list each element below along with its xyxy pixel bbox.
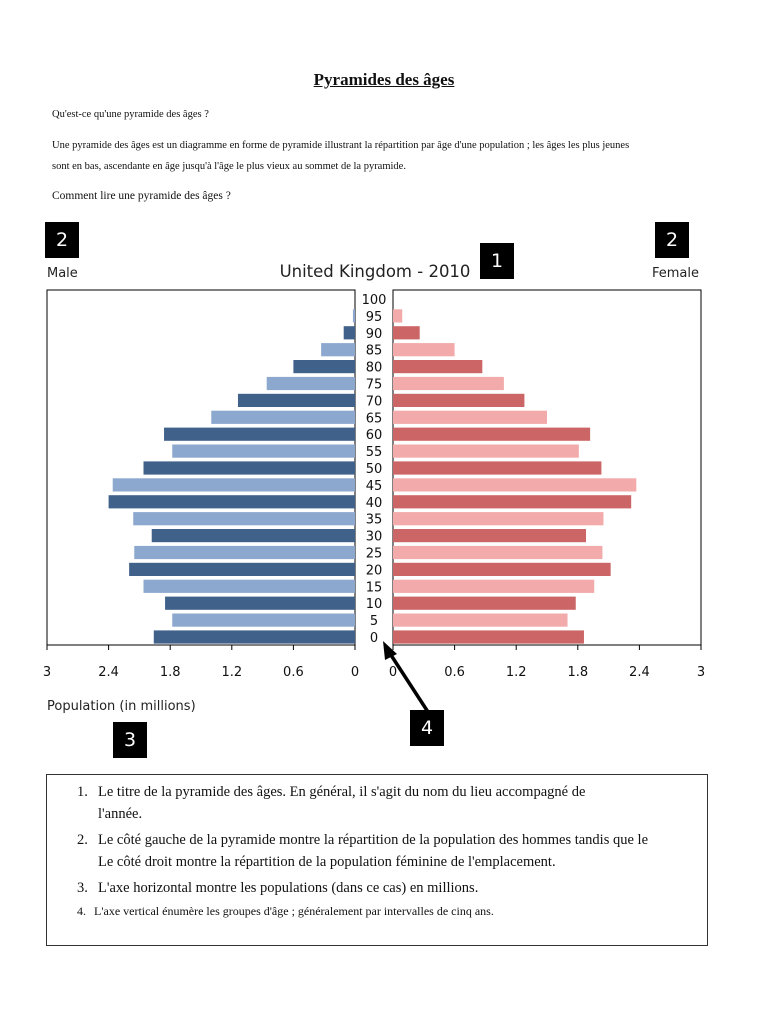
male-bar-55: [172, 445, 355, 458]
male-x-tick-label: 1.8: [159, 665, 181, 680]
male-bar-60: [164, 428, 355, 441]
age-label-45: 45: [365, 478, 383, 494]
notes-box: [46, 774, 708, 946]
male-side-label: Male: [47, 266, 78, 281]
note-item-1: [77, 781, 737, 825]
age-label-5: 5: [369, 614, 379, 630]
age-label-25: 25: [365, 546, 383, 562]
female-x-tick-label: 1.2: [505, 665, 527, 680]
female-x-tick-label: 0.6: [444, 665, 465, 680]
age-label-80: 80: [365, 360, 383, 376]
note-item-3: [77, 877, 737, 899]
male-bar-95: [353, 309, 355, 322]
male-x-tick-label: 0.6: [283, 665, 304, 680]
note-number: 3.: [77, 880, 88, 896]
female-bar-10: [393, 597, 576, 610]
female-bar-20: [393, 563, 611, 576]
male-bar-0: [154, 630, 355, 643]
male-x-tick-label: 0: [350, 665, 360, 680]
chart-title: United Kingdom - 2010: [279, 262, 471, 281]
female-bar-60: [393, 428, 590, 441]
note-line: Le côté droit montre la répartition de la population féminine de l'emplacement.: [98, 854, 556, 870]
female-x-tick-label: 1.8: [567, 665, 589, 680]
female-bar-70: [393, 394, 524, 407]
age-label-85: 85: [365, 343, 383, 359]
female-bar-90: [393, 326, 420, 339]
note-line: l'année.: [98, 806, 143, 822]
male-bar-25: [134, 546, 355, 559]
male-bar-85: [321, 343, 355, 356]
callout-badge-axis: 3: [113, 722, 147, 758]
male-bar-30: [152, 529, 355, 542]
document-title: Pyramides des âges: [313, 70, 455, 89]
male-bar-80: [293, 360, 355, 373]
note-line: L'axe vertical énumère les groupes d'âge ; généralement par intervalles de cinq ans.: [94, 904, 494, 918]
question-how-to-read: Comment lire une pyramide des âges ?: [52, 190, 231, 202]
callout-badge-female: 2: [655, 222, 689, 258]
female-bar-40: [393, 495, 631, 508]
female-bar-35: [393, 512, 603, 525]
male-bar-40: [109, 495, 355, 508]
female-bar-75: [393, 377, 504, 390]
age-label-10: 10: [365, 597, 383, 613]
male-bar-70: [238, 394, 355, 407]
age-label-20: 20: [365, 563, 383, 579]
age-label-70: 70: [365, 394, 383, 410]
female-bar-85: [393, 343, 455, 356]
age-label-95: 95: [365, 309, 383, 325]
age-label-60: 60: [365, 428, 383, 444]
callout-badge-title: 1: [480, 243, 514, 279]
callout-arrow-shaft: [389, 652, 428, 712]
female-bar-55: [393, 445, 579, 458]
age-label-75: 75: [365, 377, 383, 393]
age-label-55: 55: [365, 445, 383, 461]
male-x-tick-label: 1.2: [221, 665, 243, 680]
female-bar-80: [393, 360, 482, 373]
definition-line-1: Une pyramide des âges est un diagramme en forme de pyramide illustrant la répartition par âge d'une population ; les âges les plus jeunes: [52, 140, 630, 151]
male-bar-75: [267, 377, 355, 390]
female-bar-25: [393, 546, 602, 559]
x-axis-title: Population (in millions): [47, 699, 196, 714]
note-number: 1.: [77, 784, 88, 800]
male-bar-10: [165, 597, 355, 610]
age-label-100: 100: [361, 293, 387, 308]
age-label-0: 0: [369, 631, 379, 646]
callout-arrow-head: [383, 641, 397, 660]
female-x-tick-label: 0: [388, 665, 398, 680]
female-x-tick-label: 3: [696, 665, 706, 680]
female-bar-30: [393, 529, 586, 542]
note-number: 2.: [77, 832, 88, 848]
male-x-tick-label: 3: [42, 665, 52, 680]
female-x-tick-label: 2.4: [629, 665, 650, 680]
note-line: L'axe horizontal montre les populations (dans ce cas) en millions.: [98, 880, 479, 896]
female-bar-45: [393, 478, 636, 491]
female-bar-0: [393, 630, 584, 643]
male-bar-90: [344, 326, 355, 339]
male-bar-5: [172, 614, 355, 627]
female-bar-95: [393, 309, 402, 322]
note-line: Le côté gauche de la pyramide montre la répartition de la population des hommes tandis que le: [98, 832, 649, 848]
male-bar-35: [133, 512, 355, 525]
callout-badge-age: 4: [410, 710, 444, 746]
age-label-30: 30: [365, 529, 383, 545]
age-label-40: 40: [365, 495, 383, 511]
female-bar-50: [393, 461, 601, 474]
male-bar-45: [113, 478, 355, 491]
question-what-is: Qu'est-ce qu'une pyramide des âges ?: [52, 109, 209, 120]
note-line: Le titre de la pyramide des âges. En général, il s'agit du nom du lieu accompagné de: [98, 784, 586, 800]
female-bar-15: [393, 580, 594, 593]
note-number: 4.: [77, 904, 86, 918]
age-label-15: 15: [365, 580, 383, 596]
male-bar-65: [211, 411, 355, 424]
male-bar-20: [129, 563, 355, 576]
note-item-2: [77, 829, 737, 873]
female-bar-65: [393, 411, 547, 424]
male-x-tick-label: 2.4: [98, 665, 119, 680]
age-label-65: 65: [365, 411, 383, 427]
definition-line-2: sont en bas, ascendante en âge jusqu'à l'âge le plus vieux au sommet de la pyramide.: [52, 161, 406, 172]
note-item-4: [77, 900, 737, 922]
female-bar-5: [393, 614, 568, 627]
callout-badge-male: 2: [45, 222, 79, 258]
age-label-50: 50: [365, 462, 383, 477]
age-label-35: 35: [365, 512, 383, 528]
age-label-90: 90: [365, 326, 383, 342]
female-side-label: Female: [651, 266, 699, 281]
male-bar-50: [144, 461, 355, 474]
male-bar-15: [144, 580, 355, 593]
